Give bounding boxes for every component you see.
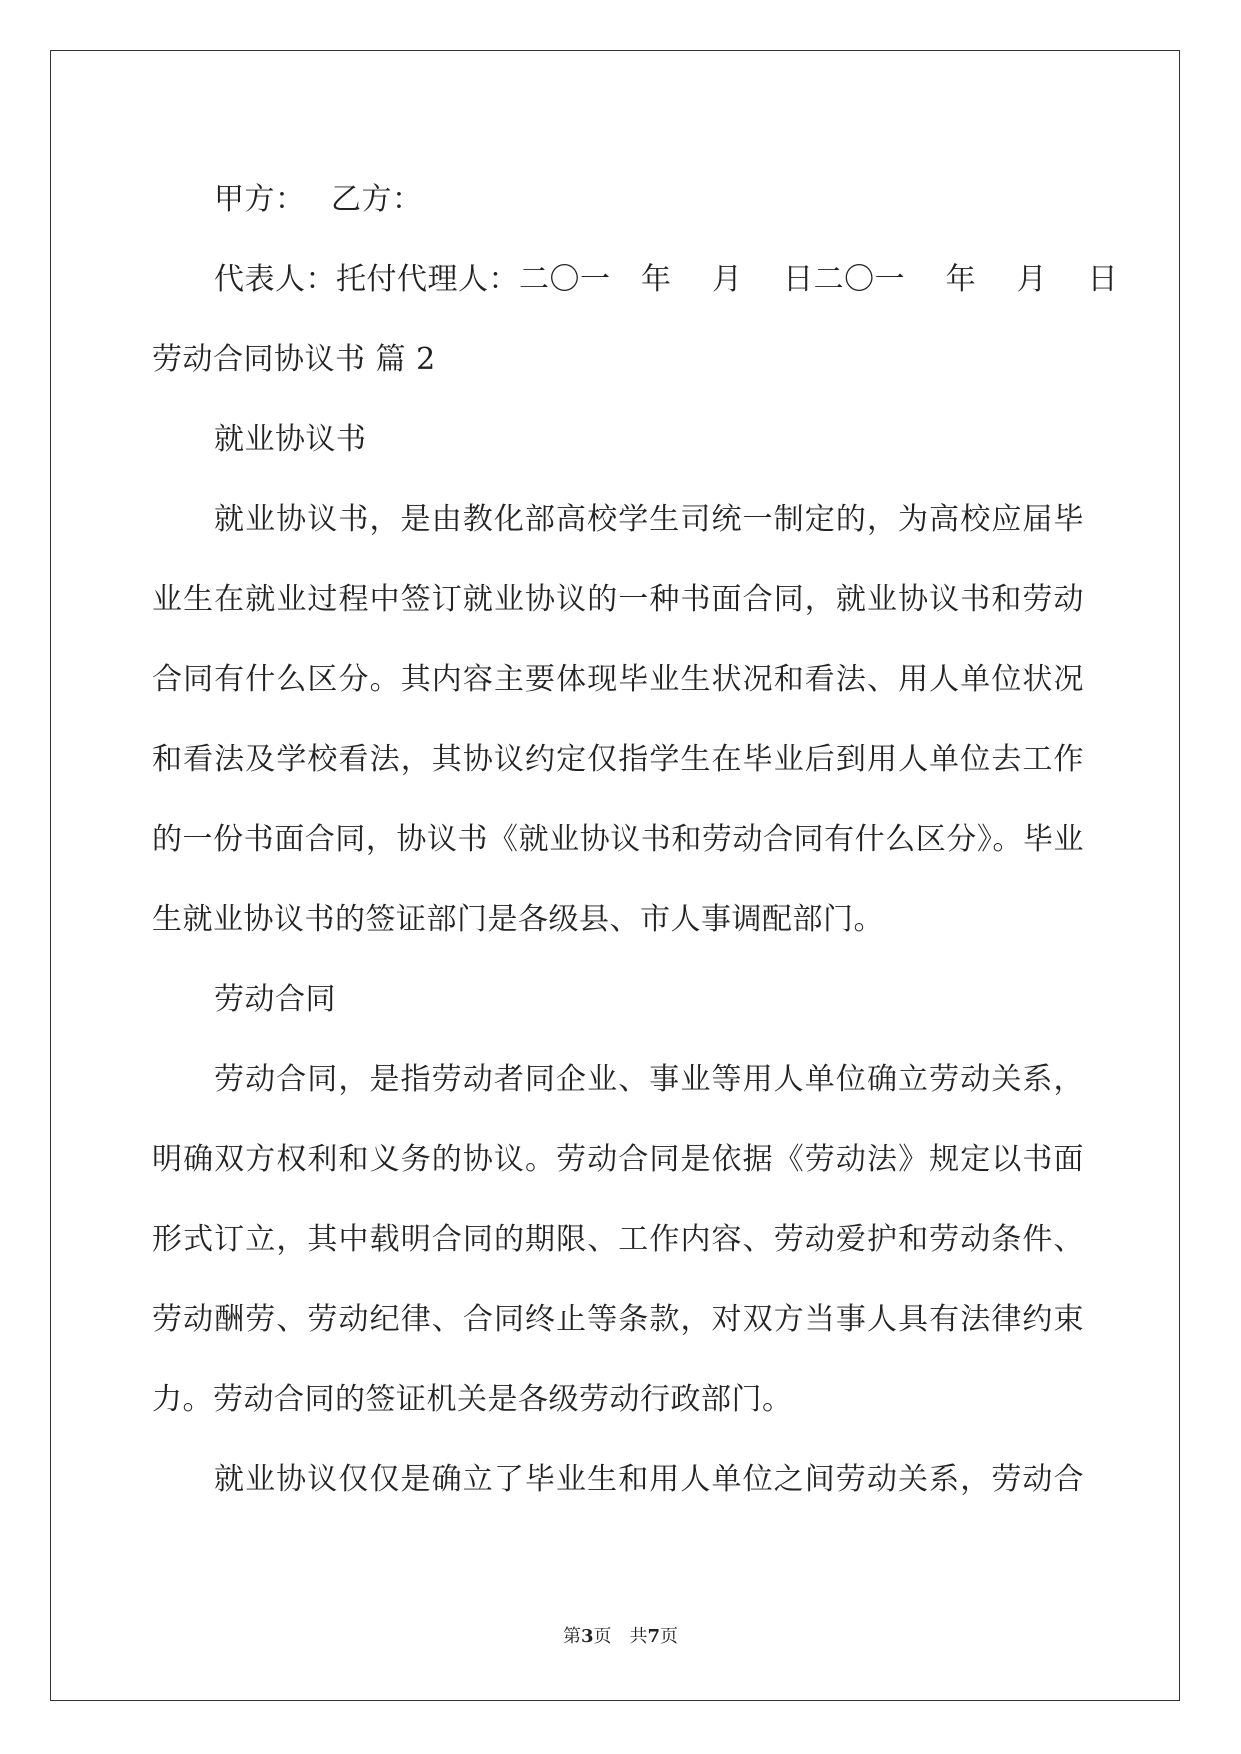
paragraph-line: 力。劳动合同的签证机关是各级劳动行政部门。 (152, 1382, 793, 1417)
signature-parties-line: 甲方： 乙方： (214, 182, 423, 217)
subheading-employment-agreement: 就业协议书 (214, 422, 367, 457)
document-body (152, 160, 1119, 1520)
paragraph-line: 就业协议仅仅是确立了毕业生和用人单位之间劳动关系，劳动合 (214, 1462, 1084, 1497)
paragraph-line: 明确双方权利和义务的协议。劳动合同是依据《劳动法》规定以书面 (152, 1142, 1084, 1177)
paragraph-line: 的一份书面合同，协议书《就业协议书和劳动合同有什么区分》。毕业 (152, 822, 1084, 857)
paragraph-line: 劳动合同，是指劳动者同企业、事业等用人单位确立劳动关系， (214, 1062, 1084, 1097)
paragraph-line: 业生在就业过程中签订就业协议的一种书面合同，就业协议书和劳动 (152, 582, 1084, 617)
page-suffix: 页 (660, 1626, 679, 1647)
paragraph-line: 劳动酬劳、劳动纪律、合同终止等条款，对双方当事人具有法律约束 (152, 1302, 1084, 1337)
paragraph-line: 生就业协议书的签证部门是各级县、市人事调配部门。 (152, 902, 884, 937)
page-current: 3 (580, 1626, 594, 1647)
page-mid: 页 共 (593, 1626, 648, 1647)
paragraph-line: 就业协议书，是由教化部高校学生司统一制定的，为高校应届毕 (214, 502, 1084, 537)
section-title: 劳动合同协议书 篇 2 (152, 342, 436, 377)
page-total: 7 (647, 1626, 661, 1647)
subheading-labor-contract: 劳动合同 (214, 982, 336, 1017)
paragraph-line: 形式订立，其中载明合同的期限、工作内容、劳动爱护和劳动条件、 (152, 1222, 1084, 1257)
paragraph-line: 合同有什么区分。其内容主要体现毕业生状况和看法、用人单位状况 (152, 662, 1084, 697)
signature-date-line: 代表人：托付代理人：二〇一 年 月 日二〇一 年 月 日 (214, 262, 1119, 297)
page-footer (0, 1622, 1241, 1648)
paragraph-line: 和看法及学校看法，其协议约定仅指学生在毕业后到用人单位去工作 (152, 742, 1084, 777)
page-prefix: 第 (562, 1626, 581, 1647)
